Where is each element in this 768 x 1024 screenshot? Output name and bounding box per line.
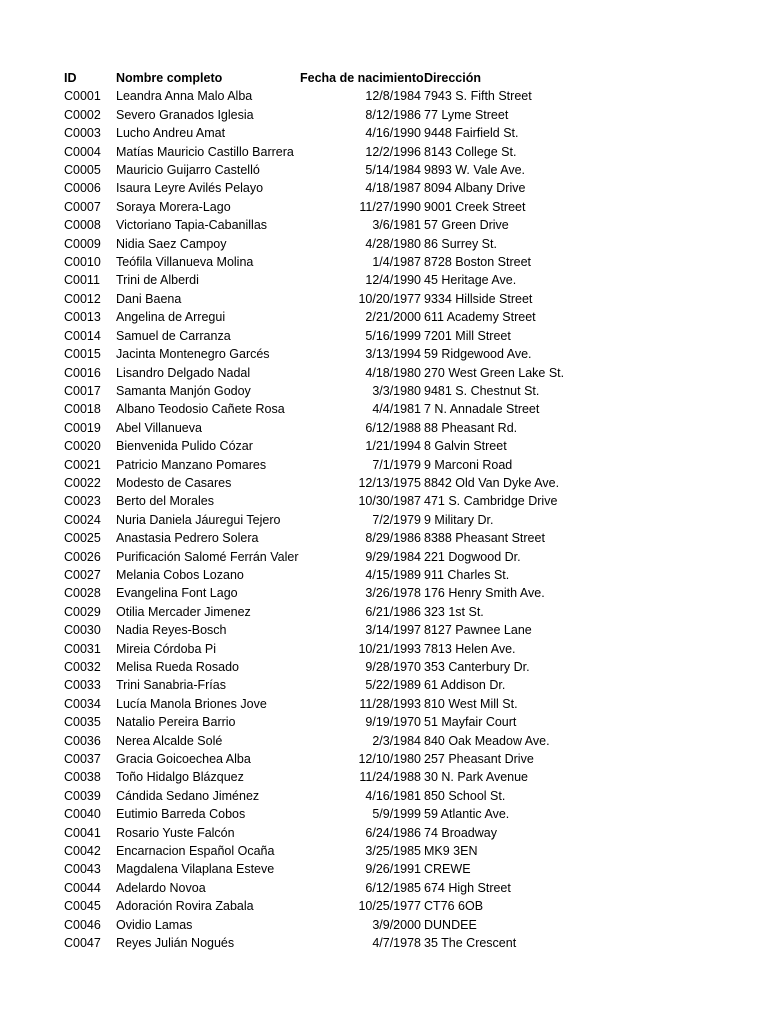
cell-dob: 10/25/1977 [358,899,421,914]
cell-dob: 8/12/1986 [365,107,421,122]
cell-name: Reyes Julián Nogués [116,936,235,951]
table-row [64,308,624,326]
cell-address: 7943 S. Fifth Street [424,89,532,104]
cell-id: C0042 [64,844,101,859]
cell-dob: 3/9/2000 [372,917,421,932]
cell-dob: 2/21/2000 [365,310,421,325]
cell-dob: 1/21/1994 [365,439,421,454]
cell-dob: 5/22/1989 [365,678,421,693]
cell-dob: 12/8/1984 [365,89,421,104]
cell-address: 88 Pheasant Rd. [424,420,518,435]
cell-id: C0026 [64,549,101,564]
cell-id: C0044 [64,880,101,895]
table-row [64,364,624,382]
cell-address: 611 Academy Street [424,310,536,325]
cell-name: Jacinta Montenegro Garcés [116,347,270,362]
cell-address: 8388 Pheasant Street [424,531,545,546]
table-row [64,529,624,547]
cell-id: C0003 [64,126,101,141]
cell-address: 8127 Pawnee Lane [424,623,532,638]
cell-dob: 4/16/1990 [365,126,421,141]
cell-dob: 2/3/1984 [372,733,421,748]
table-row [64,345,624,363]
cell-id: C0017 [64,383,101,398]
cell-dob: 4/4/1981 [372,402,421,417]
cell-id: C0029 [64,604,101,619]
cell-id: C0020 [64,439,101,454]
cell-name: Lisandro Delgado Nadal [116,365,251,380]
table-row [64,253,624,271]
cell-name: Lucho Andreu Amat [116,126,226,141]
cell-dob: 3/14/1997 [365,623,421,638]
cell-address: 59 Atlantic Ave. [424,807,510,822]
table-row [64,143,624,161]
cell-id: C0043 [64,862,101,877]
cell-name: Samanta Manjón Godoy [116,383,251,398]
cell-name: Leandra Anna Malo Alba [116,89,253,104]
table-row [64,860,624,878]
cell-id: C0005 [64,163,101,178]
table-row [64,456,624,474]
cell-address: 59 Ridgewood Ave. [424,347,532,362]
cell-id: C0027 [64,567,101,582]
header-name: Nombre completo [116,71,223,85]
cell-id: C0031 [64,641,101,656]
cell-id: C0011 [64,273,100,288]
header-address: Dirección [424,71,481,85]
cell-address: 8728 Boston Street [424,255,532,270]
cell-id: C0012 [64,291,101,306]
cell-dob: 12/13/1975 [358,475,421,490]
cell-name: Modesto de Casares [116,475,232,490]
cell-id: C0028 [64,586,101,601]
cell-id: C0032 [64,660,101,674]
table-row [64,658,624,676]
cell-dob: 8/29/1986 [365,531,421,546]
cell-address: 221 Dogwood Dr. [424,549,521,564]
cell-dob: 10/30/1987 [358,494,421,509]
cell-dob: 10/21/1993 [358,641,421,656]
cell-name: Melania Cobos Lozano [116,567,244,582]
cell-dob: 5/16/1999 [365,328,421,343]
cell-name: Purificación Salomé Ferrán Valer [116,549,299,564]
cell-id: C0007 [64,199,101,214]
cell-address: 7813 Helen Ave. [424,641,516,656]
table-row [64,713,624,731]
cell-name: Patricio Manzano Pomares [116,457,267,472]
cell-address: 45 Heritage Ave. [424,273,517,288]
cell-name: Lucía Manola Briones Jove [116,696,267,711]
table-row [64,584,624,602]
header-row [64,69,624,87]
cell-id: C0010 [64,255,101,270]
cell-name: Toño Hidalgo Blázquez [116,770,244,785]
cell-dob: 5/9/1999 [372,807,421,822]
table-row [64,474,624,492]
cell-name: Soraya Morera-Lago [116,199,231,214]
cell-dob: 12/10/1980 [358,752,421,767]
cell-name: Trini de Alberdi [116,273,199,288]
cell-name: Victoriano Tapia-Cabanillas [116,218,268,233]
cell-id: C0001 [64,89,101,104]
cell-name: Nerea Alcalde Solé [116,733,223,748]
cell-id: C0033 [64,678,101,693]
cell-dob: 3/25/1985 [365,844,421,859]
table-row [64,916,624,934]
cell-id: C0022 [64,475,101,490]
table-row [64,695,624,713]
table-row [64,511,624,529]
cell-id: C0046 [64,917,101,932]
cell-dob: 4/28/1980 [365,236,421,251]
cell-address: MK9 3EN [424,844,478,859]
cell-address: CT76 6OB [424,899,484,914]
cell-address: 323 1st St. [424,604,484,619]
table-row [64,934,624,952]
table-row [64,198,624,216]
cell-id: C0040 [64,807,101,822]
cell-id: C0004 [64,144,101,159]
table-row [64,235,624,253]
table-row [64,787,624,805]
cell-name: Samuel de Carranza [116,328,231,343]
cell-dob: 11/27/1990 [359,199,421,214]
cell-name: Nidia Saez Campoy [116,236,227,251]
cell-name: Encarnacion Español Ocaña [116,844,275,859]
cell-name: Evangelina Font Lago [116,586,238,601]
cell-dob: 7/2/1979 [372,512,421,527]
table-row [64,290,624,308]
table-row [64,603,624,621]
cell-address: 810 West Mill St. [424,696,518,711]
customer-table [64,69,624,953]
cell-address: 8842 Old Van Dyke Ave. [424,475,560,490]
table-row [64,824,624,842]
cell-name: Matías Mauricio Castillo Barrera [116,144,294,159]
cell-name: Nuria Daniela Jáuregui Tejero [116,512,281,527]
cell-id: C0037 [64,752,101,767]
cell-name: Gracia Goicoechea Alba [116,752,251,767]
cell-id: C0014 [64,328,101,343]
cell-id: C0023 [64,494,101,509]
cell-dob: 3/26/1978 [365,586,421,601]
cell-id: C0030 [64,623,101,638]
cell-id: C0019 [64,420,101,435]
cell-address: 850 School St. [424,788,506,803]
cell-dob: 9/28/1970 [365,660,421,674]
table-row [64,732,624,750]
cell-address: 8 Galvin Street [424,439,507,454]
cell-address: 9001 Creek Street [424,199,526,214]
cell-dob: 4/15/1989 [365,567,421,582]
cell-address: 270 West Green Lake St. [424,365,565,380]
cell-name: Trini Sanabria-Frías [116,678,226,693]
header-id: ID [64,71,77,85]
cell-name: Anastasia Pedrero Solera [116,531,259,546]
cell-address: 57 Green Drive [424,218,509,233]
cell-name: Otilia Mercader Jimenez [116,604,251,619]
cell-name: Isaura Leyre Avilés Pelayo [116,181,264,196]
cell-address: 8094 Albany Drive [424,181,526,196]
table-row [64,879,624,897]
cell-id: C0024 [64,512,101,527]
cell-address: 35 The Crescent [424,936,517,951]
cell-dob: 5/14/1984 [365,163,421,178]
table-row [64,492,624,510]
cell-address: 9893 W. Vale Ave. [424,163,525,178]
cell-address: 7 N. Annadale Street [424,402,540,417]
cell-name: Natalio Pereira Barrio [116,715,236,730]
cell-name: Adelardo Novoa [116,880,206,895]
cell-id: C0047 [64,936,101,951]
table-body [64,87,624,952]
cell-dob: 6/21/1986 [365,604,421,619]
table-row [64,548,624,566]
cell-dob: 6/12/1985 [365,880,421,895]
cell-dob: 9/19/1970 [365,715,421,730]
cell-address: 77 Lyme Street [424,107,509,122]
cell-address: 471 S. Cambridge Drive [424,494,558,509]
cell-dob: 3/6/1981 [372,218,421,233]
cell-name: Magdalena Vilaplana Esteve [116,862,275,877]
cell-name: Bienvenida Pulido Cózar [116,439,253,454]
cell-id: C0025 [64,531,101,546]
cell-id: C0036 [64,733,101,748]
header-dob: Fecha de nacimiento [300,71,424,85]
table-row [64,400,624,418]
cell-dob: 11/24/1988 [359,770,421,785]
cell-id: C0041 [64,825,101,840]
cell-id: C0035 [64,715,101,730]
cell-name: Mauricio Guijarro Castelló [116,163,260,178]
cell-address: 9448 Fairfield St. [424,126,519,141]
cell-id: C0038 [64,770,101,785]
table-row [64,805,624,823]
cell-id: C0045 [64,899,101,914]
cell-dob: 4/18/1980 [365,365,421,380]
cell-address: 7201 Mill Street [424,328,511,343]
cell-name: Dani Baena [116,291,182,306]
table-row [64,106,624,124]
cell-address: 176 Henry Smith Ave. [424,586,545,601]
cell-address: 840 Oak Meadow Ave. [424,733,550,748]
cell-name: Adoración Rovira Zabala [116,899,254,914]
cell-name: Cándida Sedano Jiménez [116,788,260,803]
table-row [64,842,624,860]
cell-address: 674 High Street [424,880,511,895]
cell-dob: 3/3/1980 [372,383,421,398]
cell-address: 8143 College St. [424,144,517,159]
cell-name: Nadia Reyes-Bosch [116,623,227,638]
cell-dob: 3/13/1994 [365,347,421,362]
cell-dob: 6/24/1986 [365,825,421,840]
cell-address: 51 Mayfair Court [424,715,517,730]
cell-id: C0013 [64,310,101,325]
table-row [64,897,624,915]
cell-name: Eutimio Barreda Cobos [116,807,246,822]
table-row [64,750,624,768]
cell-id: C0015 [64,347,101,362]
cell-name: Severo Granados Iglesia [116,107,254,122]
cell-dob: 9/26/1991 [365,862,421,877]
cell-address: 9 Military Dr. [424,512,494,527]
cell-id: C0008 [64,218,101,233]
cell-address: 30 N. Park Avenue [424,770,529,785]
table-row [64,124,624,142]
cell-address: 9334 Hillside Street [424,291,533,306]
cell-dob: 4/18/1987 [365,181,421,196]
cell-name: Berto del Morales [116,494,214,509]
cell-id: C0009 [64,236,101,251]
cell-address: 9481 S. Chestnut St. [424,383,540,398]
cell-address: 61 Addison Dr. [424,678,506,693]
cell-name: Teófila Villanueva Molina [116,255,254,270]
cell-id: C0006 [64,181,101,196]
table-row [64,179,624,197]
cell-dob: 9/29/1984 [365,549,421,564]
table-row [64,382,624,400]
cell-dob: 12/2/1996 [365,144,421,159]
cell-address: DUNDEE [424,917,477,932]
cell-name: Mireia Córdoba Pi [116,641,217,656]
cell-name: Abel Villanueva [116,420,202,435]
table-row [64,676,624,694]
table-row [64,768,624,786]
table-row [64,161,624,179]
cell-address: 353 Canterbury Dr. [424,660,530,674]
cell-id: C0034 [64,696,101,711]
cell-address: 74 Broadway [424,825,497,840]
cell-address: 86 Surrey St. [424,236,497,251]
cell-name: Albano Teodosio Cañete Rosa [116,402,285,417]
table-row [64,437,624,455]
cell-dob: 4/16/1981 [365,788,421,803]
cell-id: C0002 [64,107,101,122]
table-row [64,216,624,234]
table-row [64,621,624,639]
cell-dob: 12/4/1990 [365,273,421,288]
cell-id: C0018 [64,402,101,417]
cell-name: Rosario Yuste Falcón [116,825,235,840]
table-row [64,271,624,289]
cell-address: CREWE [424,862,471,877]
cell-address: 9 Marconi Road [424,457,513,472]
cell-id: C0039 [64,788,101,803]
cell-dob: 6/12/1988 [365,420,421,435]
table-row [64,327,624,345]
cell-address: 911 Charles St. [424,567,510,582]
cell-dob: 1/4/1987 [372,255,421,270]
table-row [64,566,624,584]
cell-address: 257 Pheasant Drive [424,752,534,767]
table-row [64,419,624,437]
cell-id: C0016 [64,365,101,380]
cell-dob: 7/1/1979 [372,457,421,472]
cell-name: Melisa Rueda Rosado [116,660,239,674]
cell-name: Angelina de Arregui [116,310,226,325]
cell-dob: 11/28/1993 [359,696,421,711]
cell-dob: 4/7/1978 [372,936,421,951]
cell-id: C0021 [64,457,101,472]
table-row [64,640,624,658]
cell-name: Ovidio Lamas [116,917,193,932]
cell-dob: 10/20/1977 [358,291,421,306]
table-row [64,87,624,105]
